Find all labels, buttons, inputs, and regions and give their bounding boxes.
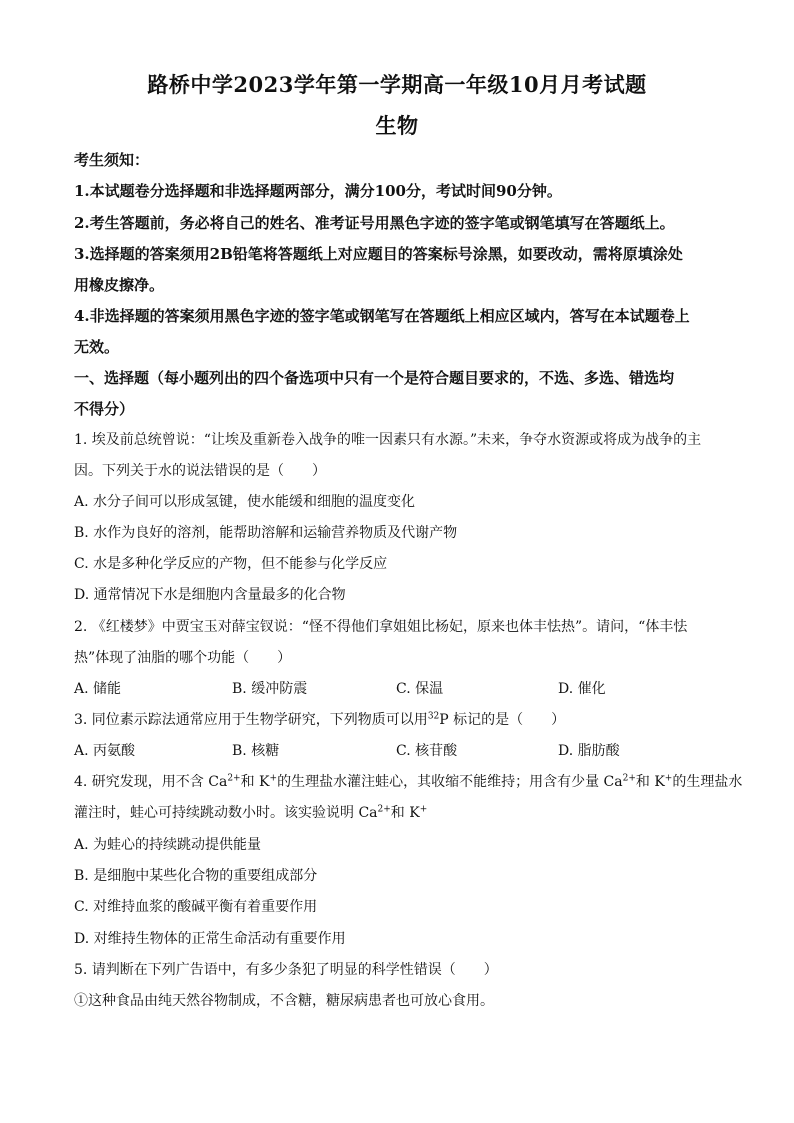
q1-option-d: D. 通常情况下水是细胞内含量最多的化合物	[74, 587, 346, 603]
exam-title: 路桥中学2023学年第一学期高一年级10月月考试题	[147, 72, 647, 97]
q5-item-1: ①这种食品由纯天然谷物制成，不含糖，糖尿病患者也可放心食用。	[74, 993, 494, 1009]
q2-option-b: B. 缓冲防震	[232, 681, 308, 697]
q1-option-c: C. 水是多种化学反应的产物，但不能参与化学反应	[74, 556, 388, 572]
q3-option-a: A. 丙氨酸	[74, 743, 136, 759]
q1-stem-line2: 因。下列关于水的说法错误的是（ ）	[74, 463, 326, 479]
notice-item-1: 1.本试题卷分选择题和非选择题两部分，满分100分，考试时间90分钟。	[74, 182, 562, 200]
q3-stem: 3. 同位素示踪法通常应用于生物学研究，下列物质可以用$^{32}$P 标记的是（ ）	[74, 711, 566, 728]
q1-option-a: A. 水分子间可以形成氢键，使水能缓和细胞的温度变化	[74, 494, 416, 510]
notice-item-4-line1: 4.非选择题的答案须用黑色字迹的签字笔或钢笔写在答题纸上相应区域内，答写在本试题卷上	[74, 307, 690, 325]
q3-option-b: B. 核糖	[232, 743, 280, 759]
q2-option-a: A. 储能	[74, 681, 122, 697]
q2-option-c: C. 保温	[396, 681, 444, 697]
q5-stem: 5. 请判断在下列广告语中，有多少条犯了明显的科学性错误（ ）	[74, 962, 498, 978]
q4-option-c: C. 对维持血浆的酸碱平衡有着重要作用	[74, 899, 318, 915]
q4-stem-line2: 灌注时，蛙心可持续跳动数小时。该实验说明 $Ca^{2+}$和 K+	[74, 804, 428, 821]
q4-stem-line1: 4. 研究发现，用不含 $Ca^{2+}$和 K+的生理盐水灌注蛙心，其收缩不能维持；用含有少量 $Ca^{2+}$和 K+的生理盐水	[74, 773, 743, 790]
q4-option-d: D. 对维持生物体的正常生命活动有重要作用	[74, 931, 346, 947]
section-heading-line2: 不得分）	[74, 400, 135, 418]
q4-option-b: B. 是细胞中某些化合物的重要组成部分	[74, 868, 318, 884]
notice-heading: 考生须知：	[74, 151, 150, 169]
q3-option-d: D. 脂肪酸	[558, 743, 620, 759]
q2-option-d: D. 催化	[558, 681, 606, 697]
q2-stem-line2: 热”体现了油脂的哪个功能（ ）	[74, 650, 292, 666]
q2-stem-line1: 2. 《红楼梦》中贾宝玉对薛宝钗说：“怪不得他们拿姐姐比杨妃，原来也体丰怯热”。请问，“体丰怯	[74, 619, 688, 635]
notice-item-3-line2: 用橡皮擦净。	[74, 276, 165, 294]
notice-item-3-line1: 3.选择题的答案须用2B铅笔将答题纸上对应题目的答案标号涂黑，如要改动，需将原填涂处	[74, 245, 683, 263]
q3-option-c: C. 核苷酸	[396, 743, 458, 759]
exam-subject: 生物	[375, 113, 419, 138]
q1-option-b: B. 水作为良好的溶剂，能帮助溶解和运输营养物质及代谢产物	[74, 525, 458, 541]
section-heading-line1: 一、选择题（每小题列出的四个备选项中只有一个是符合题目要求的，不选、多选、错选均	[74, 369, 675, 387]
q4-option-a: A. 为蛙心的持续跳动提供能量	[74, 837, 262, 853]
notice-item-2: 2.考生答题前，务必将自己的姓名、准考证号用黑色字迹的签字笔或钢笔填写在答题纸上。	[74, 214, 675, 232]
q1-stem-line1: 1. 埃及前总统曾说：“让埃及重新卷入战争的唯一因素只有水源。”未来，争夺水资源或将成为战争的主	[74, 432, 702, 448]
notice-item-4-line2: 无效。	[74, 338, 120, 356]
